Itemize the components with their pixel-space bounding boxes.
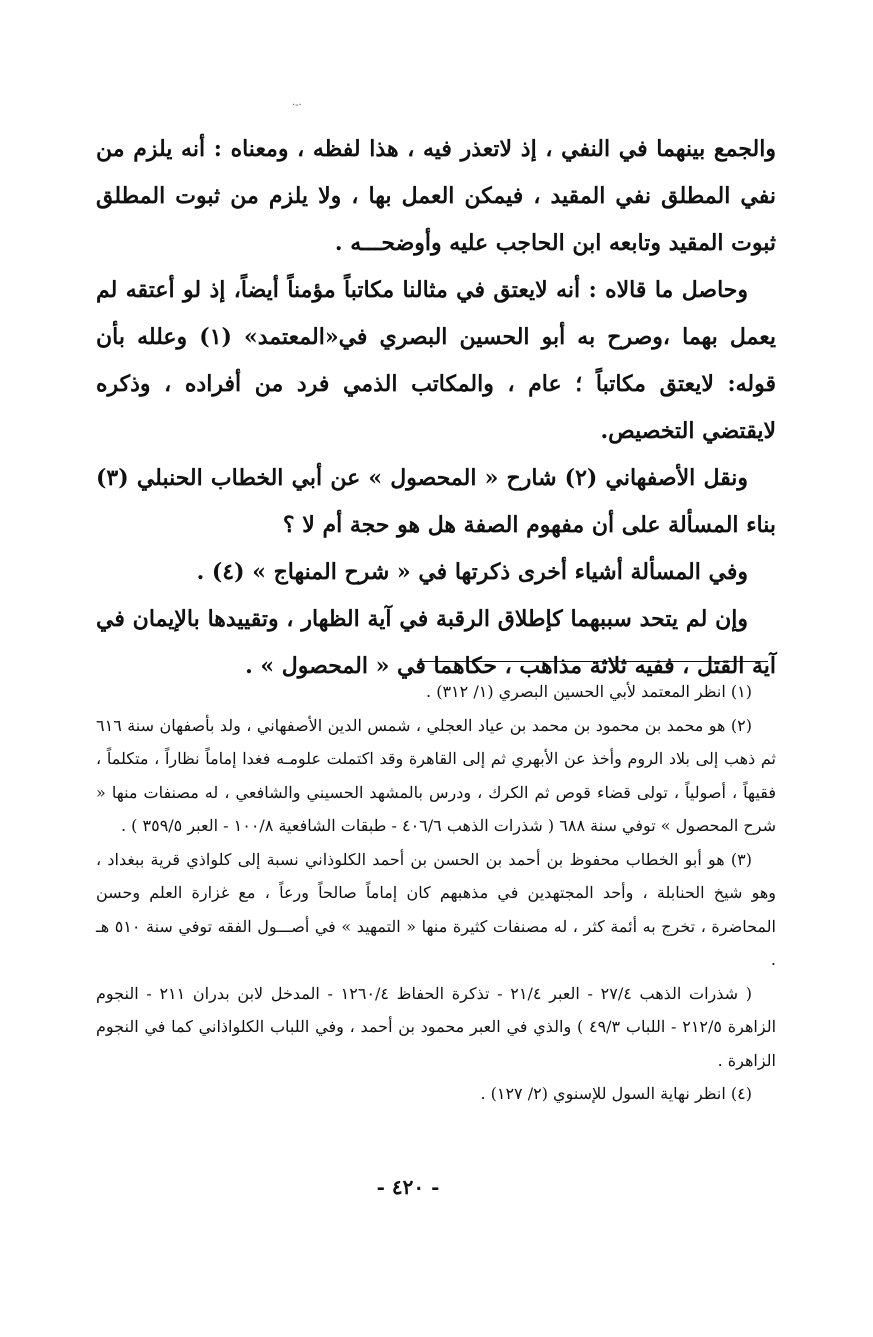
paragraph-1: والجمع بينهما في النفي ، إذ لاتعذر فيه ، هذا لفظه ، ومعناه : أنه يلزم من نفي المطلق نفي المقيد ، فيمكن العمل بها ، ولا يلزم من ثبوت المطلق ثبوت المقيد وتابعه ابن الحاجب عليه وأوضحـــه .	[96, 136, 776, 256]
paragraph-3: ونقل الأصفهاني (٢) شارح « المحصول » عن أبي الخطاب الحنبلي (٣) بناء المسألة على أن مفهوم الصفة هل هو حجة أم لا ؟	[96, 465, 776, 538]
footnotes	[96, 675, 776, 1111]
page-number: - ٤٢٠ -	[376, 1175, 440, 1199]
footnote-2: (٢) هو محمد بن محمود بن محمد بن عياد العجلي ، شمس الدين الأصفهاني ، ولد بأصفهان سنة ٦١٦ ثم ذهب إلى بلاد الروم وأخذ عن الأبهري ثم إلى القاهرة وقد اكتملت علومـه فغدا إماماً نظاراً ، متكلماً ، فقيهاً ، أصولياً ، تولى قضاء قوص ثم الكرك ، ودرس بالمشهد الحسيني والشافعي ، له مصنفات منها « شرح المحصول » توفي سنة ٦٨٨ ( شذرات الذهب ٤٠٦/٦ - طبقات الشافعية ١٠٠/٨ - العبر ٣٥٩/٥ ) .	[96, 715, 776, 835]
footnote-3: (٣) هو أبو الخطاب محفوظ بن أحمد بن الحسن بن أحمد الكلوذاني نسبة إلى كلواذي قرية ببغداد ، وهو شيخ الحنابلة ، وأحد المجتهدين في مذهبهم كان إماماً صالحاً ورعاً ، مع غزارة العلم وحسن المحاضرة ، تخرج به أئمة كثر ، له مصنفات كثيرة منها « التمهيد » في أصـــول الفقه توفي سنة ٥١٠ هـ .	[96, 849, 776, 969]
paragraph-5: وإن لم يتحد سببهما كإطلاق الرقبة في آية الظهار ، وتقييدها بالإيمان في آية القتل ، ففيه ثلاثة مذاهب ، حكاهما في « المحصول » .	[96, 606, 776, 679]
footnote-3-sources: ( شذرات الذهب ٢٧/٤ - العبر ٢١/٤ - تذكرة الحفاظ ١٢٦٠/٤ - المدخل لابن بدران ٢١١ - النجوم الزاهرة ٢١٢/٥ - اللباب ٤٩/٣ ) والذي في العبر محمود بن أحمد ، وفي اللباب الكلواذاني كما في النجوم الزاهرة .	[96, 983, 777, 1070]
footnote-4: (٤) انظر نهاية السول للإسنوي (٢/ ١٢٧) .	[480, 1084, 752, 1103]
main-text	[96, 126, 776, 690]
footnote-separator	[418, 661, 768, 662]
paragraph-4: وفي المسألة أشياء أخرى ذكرتها في « شرح المنهاج » (٤) .	[196, 559, 748, 585]
footnote-1: (١) انظر المعتمد لأبي الحسين البصري (١/ ٣١٢) .	[426, 682, 752, 701]
paragraph-2: وحاصل ما قالاه : أنه لايعتق في مثالنا مكاتباً مؤمناً أيضاً، إذ لو أعتقه لم يعمل بهما ،وصرح به أبو الحسين البصري في«المعتمد» (١) وعلله بأن قوله: لايعتق مكاتباً ؛ عام ، والمكاتب الذمي فرد من أفراده ، وذكره لايقتضي التخصيص.	[96, 277, 777, 444]
page-speck: ·-·	[292, 100, 302, 111]
